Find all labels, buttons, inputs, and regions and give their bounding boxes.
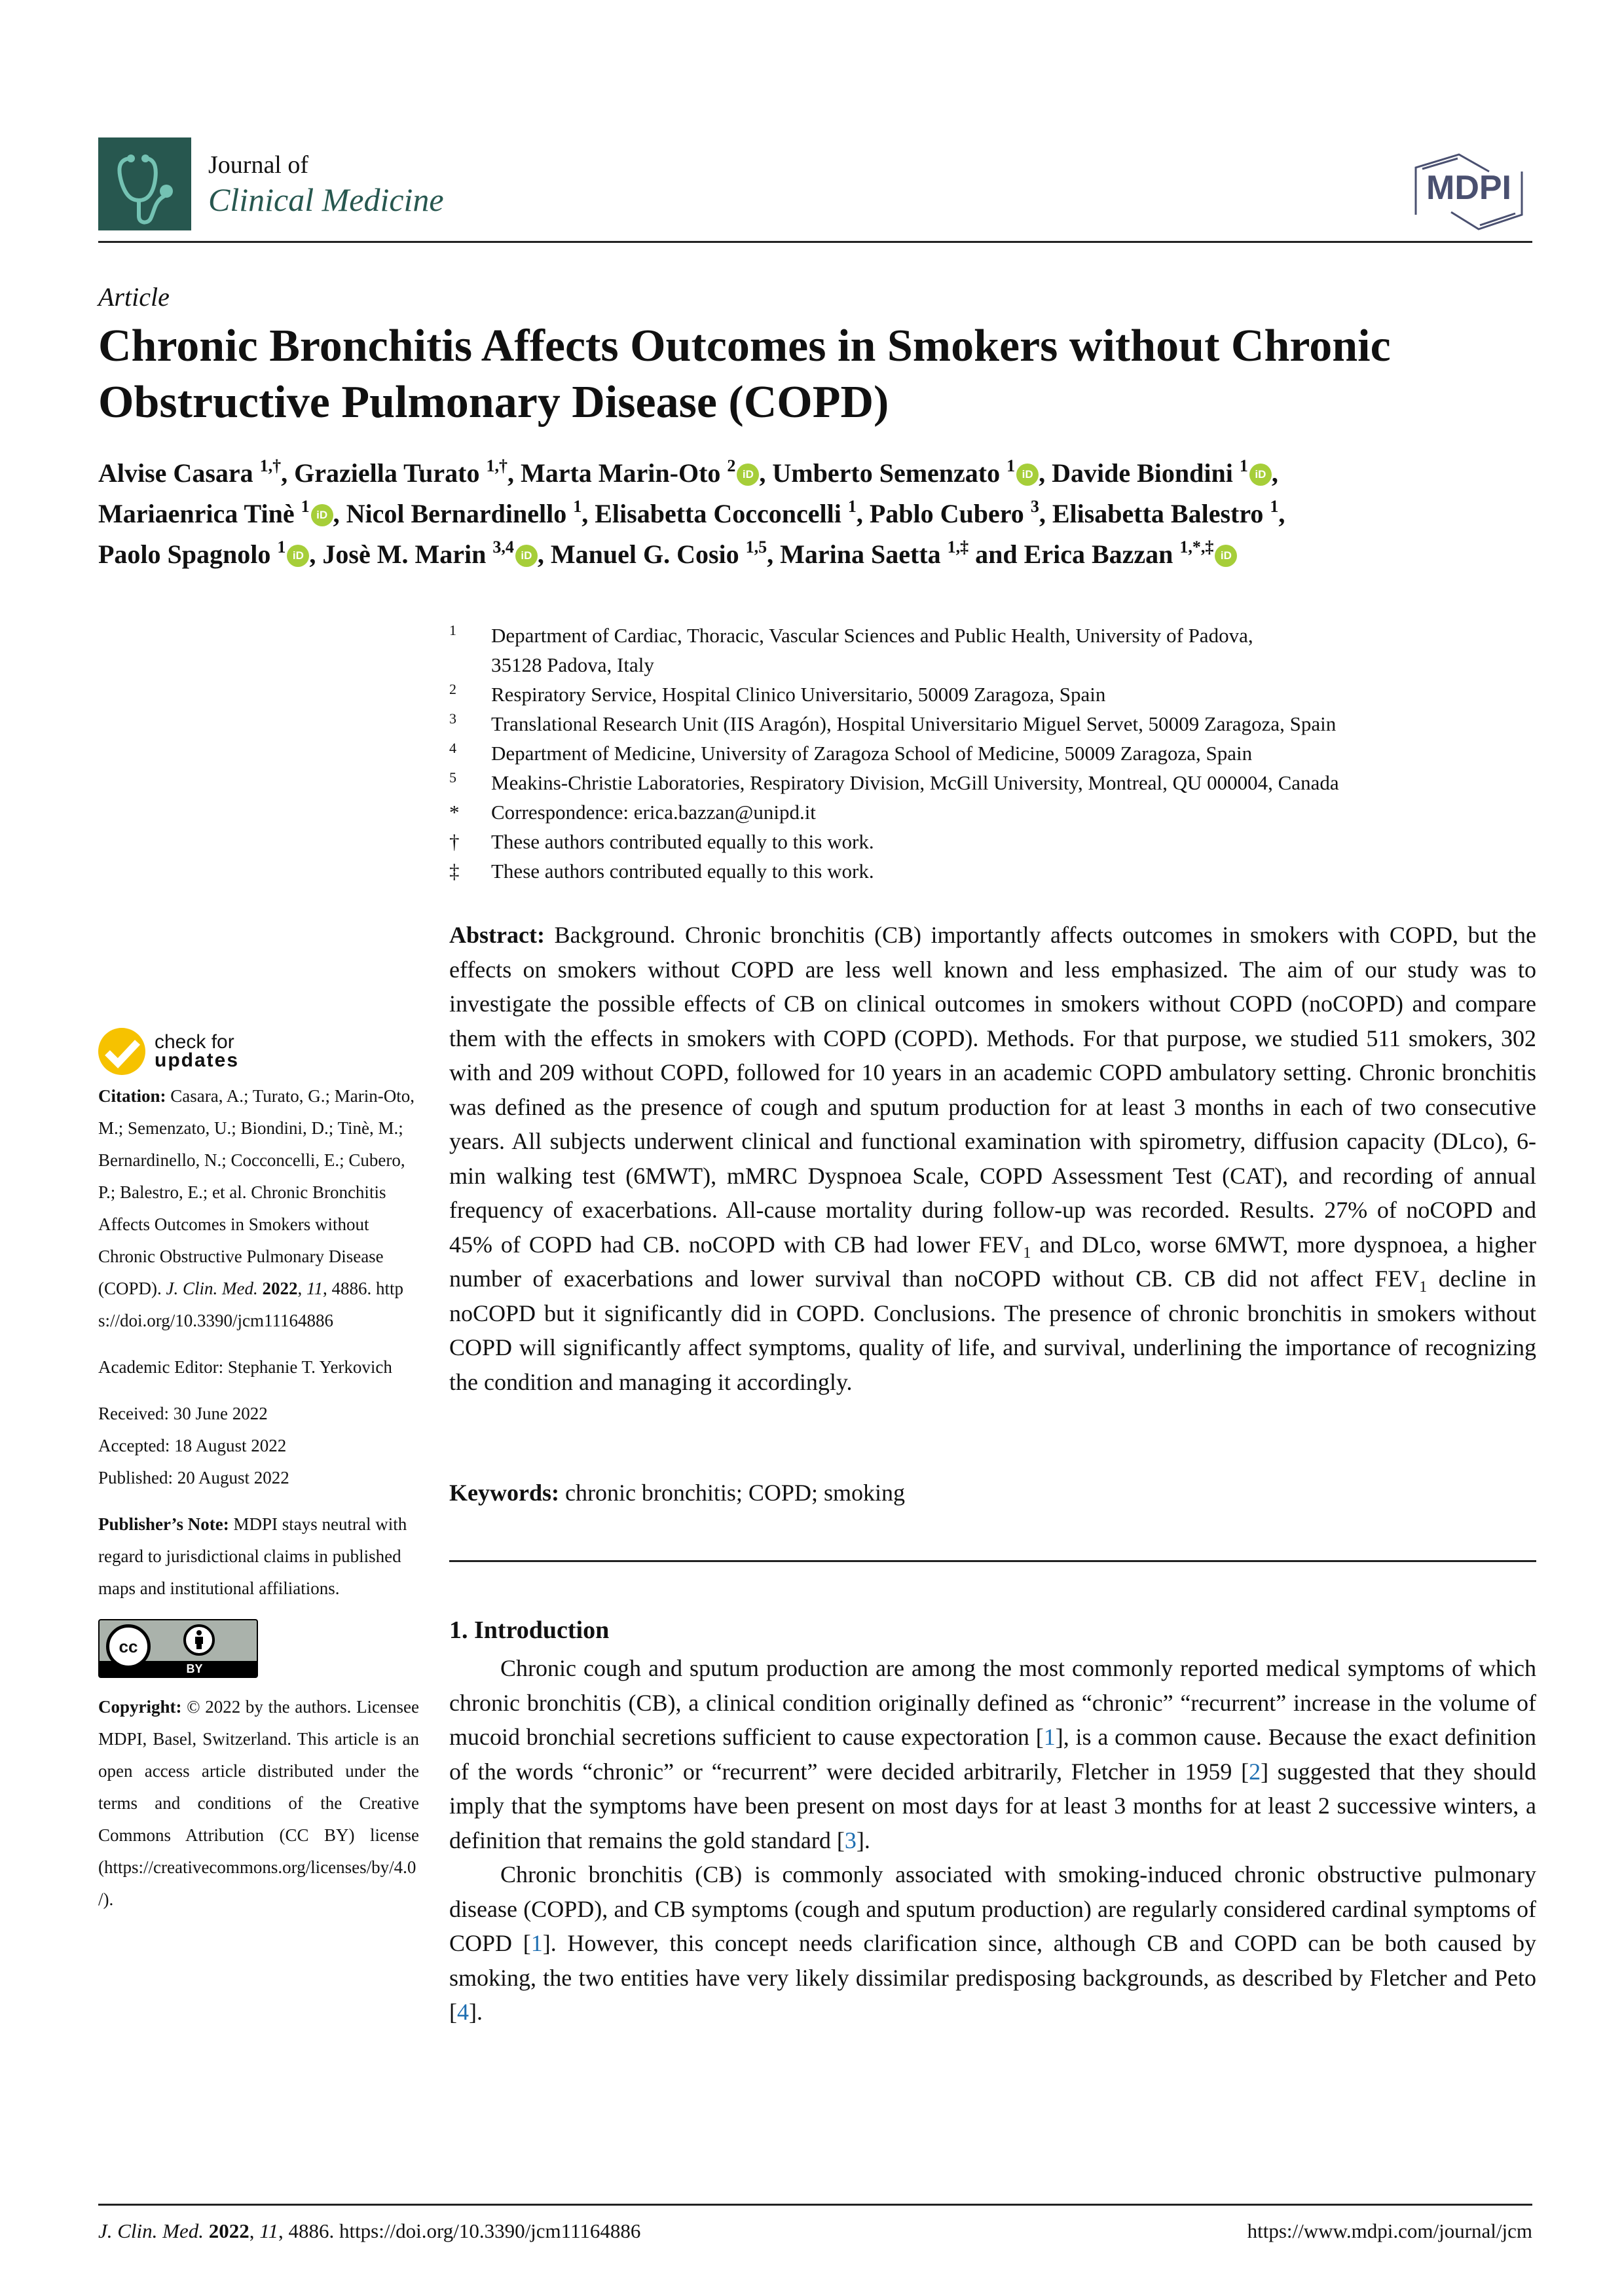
orcid-icon[interactable]: iD	[1249, 464, 1272, 486]
dates	[98, 1398, 419, 1494]
equal-contribution-note: ‡ These authors contributed equally to this work.	[449, 860, 874, 883]
footer-citation: J. Clin. Med. 2022, 11, 4886. https://doi.org/10.3390/jcm11164886	[98, 2219, 641, 2242]
abstract-label: Abstract:	[449, 922, 545, 948]
author: Graziella Turato $^{1,\dagger}$	[294, 456, 507, 488]
footer-journal-url[interactable]: https://www.mdpi.com/journal/jcm	[1247, 2219, 1532, 2242]
copyright: Copyright: © 2022 by the authors. Licensee MDPI, Basel, Switzerland. This article is an open access article distributed under the terms and conditions of the Creative Commons Attribution (CC BY) license (https://creativecommons.org/licenses/by/4.0/).	[98, 1697, 420, 1909]
journal-logo	[98, 137, 191, 230]
section-heading-introduction: 1. Introduction	[449, 1616, 610, 1644]
header-divider	[98, 241, 1532, 243]
citation: Citation: Casara, A.; Turato, G.; Marin-Oto, M.; Semenzato, U.; Biondini, D.; Tinè, M.; Bernardinello, N.; Cocconcelli, E.; Cubero, P.; Balestro, E.; et al. Chronic Bronchitis Affects Outcomes in Smokers without Chronic Obstructive Pulmonary Disease (COPD). J. Clin. Med. 2022, 11, 4886. https://doi.org/10.3390/jcm11164886	[98, 1086, 415, 1330]
svg-text:MDPI: MDPI	[1426, 169, 1511, 207]
author: Erica Bazzan $^{1,*,\ddagger}$ iD	[1024, 539, 1238, 569]
mdpi-hexagon-icon	[1407, 149, 1531, 234]
article-type: Article	[98, 282, 170, 312]
reference-link[interactable]: 1	[530, 1930, 543, 1956]
author-list: Alvise Casara $^{1,\dagger}$, Graziella Turato $^{1,\dagger}$, Marta Marin-Oto $^2$ iD , Umberto Semenzato $^1$ iD , Davide Biondini $^1$ iD , Mariaenrica Tinè $^1$ iD , Nicol Bernardinello $^1$, Elisabetta Cocconcelli $^1$, Pablo Cubero $^3$, Elisabetta Balestro $^1$, Paolo Spagnolo $^1$ iD , Josè M. Marin $^{3,4}$ iD , Manuel G. Cosio $^{1,5}$, Marina Saetta $^{1,\ddagger}$ and Erica Bazzan $^{1,*,\ddagger}$ iD	[98, 456, 1285, 569]
reference-link[interactable]: 1	[1043, 1724, 1056, 1750]
author: Marina Saetta $^{1,\ddagger}$	[780, 538, 969, 569]
citation-doi-link[interactable]: https://doi.org/10.3390/jcm11164886	[98, 1279, 404, 1330]
abstract: Abstract: Background. Chronic bronchitis (CB) importantly affects outcomes in smokers with COPD, but the effects on smokers without COPD are less well known and less emphasized. The aim of our study was to investigate the possible effects of CB on clinical outcomes in smokers without COPD (noCOPD) and compare them with the effects in smokers with COPD (COPD). Methods. For that purpose, we studied 511 smokers, 302 with and 209 without COPD, followed for 10 years in an academic COPD ambulatory setting. Chronic bronchitis was defined as the presence of cough and sputum production for at least 3 months in each of two consecutive years. All subjects underwent clinical and functional examination with spirometry, diffusion capacity (DLco), 6-min walking test (6MWT), mMRC Dyspnoea Scale, COPD Assessment Test (CAT), and recording of annual frequency of exacerbations. All-cause mortality during follow-up was recorded. Results. 27% of noCOPD and 45% of COPD had CB. noCOPD with CB had lower $FEV_1$ and DLco, worse 6MWT, more dyspnoea, a higher number of exacerbations and lower survival than noCOPD without CB. CB did not affect $FEV_1$ decline in noCOPD but it significantly did in COPD. Conclusions. The presence of chronic bronchitis in smokers without COPD will significantly affect symptoms, quality of life, and survival, underlining the importance of recognizing the condition and managing it accordingly.	[449, 922, 1536, 1395]
correspondence[interactable]: * Correspondence: erica.bazzan@unipd.it	[449, 801, 816, 824]
journal-title: Clinical Medicine	[208, 181, 444, 218]
footer-doi-link[interactable]: , 4886. https://doi.org/10.3390/jcm11164886	[278, 2219, 641, 2242]
orcid-icon[interactable]: iD	[515, 545, 538, 567]
orcid-icon[interactable]: iD	[1016, 464, 1039, 486]
affiliation-item: 1 Department of Cardiac, Thoracic, Vascular Sciences and Public Health, University of Padova, 35128 Padova, Italy	[449, 622, 1253, 676]
author: Manuel G. Cosio $^{1,5}$	[550, 538, 767, 569]
equal-contribution-note: † These authors contributed equally to this work.	[449, 830, 874, 853]
publishers-note: Publisher’s Note: MDPI stays neutral with regard to jurisdictional claims in published maps and institutional affiliations.	[98, 1514, 407, 1598]
reference-link[interactable]: 4	[457, 1999, 469, 2025]
author: Elisabetta Balestro $^1$	[1052, 497, 1279, 528]
accepted-date: Accepted: 18 August 2022	[98, 1436, 287, 1455]
published-date: Published: 20 August 2022	[98, 1468, 289, 1487]
received-date: Received: 30 June 2022	[98, 1404, 268, 1423]
author: Mariaenrica Tinè $^1$ iD	[98, 499, 333, 528]
academic-editor: Academic Editor: Stephanie T. Yerkovich	[98, 1357, 392, 1377]
stethoscope-icon	[98, 137, 191, 230]
orcid-icon[interactable]: iD	[737, 464, 759, 486]
author: Paolo Spagnolo $^1$ iD	[98, 539, 309, 569]
section-divider	[449, 1560, 1536, 1562]
sidebar	[98, 1028, 419, 1930]
paragraph: Chronic cough and sputum production are among the most commonly reported medical symptoms of which chronic bronchitis (CB), a clinical condition originally defined as “chronic” “recurrent” increase in the volume of mucoid bronchial secretions sufficient to cause expectoration [1], is a common cause. Because the exact definition of the words “chronic” or “recurrent” were decided arbitrarily, Fletcher in 1959 [2] suggested that they should imply that the symptoms have been present on most days for at least 3 months for at least 2 successive winters, a definition that remains the gold standard [3].	[449, 1655, 1536, 1853]
footer-divider	[98, 2204, 1532, 2206]
attribution-icon	[183, 1624, 215, 1656]
reference-link[interactable]: 2	[1249, 1758, 1261, 1785]
author: Nicol Bernardinello $^1$	[346, 497, 582, 528]
check-for-updates-button[interactable]: check for updates	[98, 1028, 419, 1075]
keywords: Keywords: chronic bronchitis; COPD; smoking	[449, 1480, 905, 1506]
affiliation-item: 2 Respiratory Service, Hospital Clinico Universitario, 50009 Zaragoza, Spain	[449, 681, 1106, 706]
orcid-icon[interactable]: iD	[311, 504, 333, 526]
mdpi-logo[interactable]	[1407, 149, 1531, 234]
author-separator: and	[975, 539, 1018, 569]
checkmark-icon	[98, 1028, 145, 1075]
author: Davide Biondini $^1$ iD	[1052, 458, 1272, 488]
paragraph: Chronic bronchitis (CB) is commonly associated with smoking-induced chronic obstructive pulmonary disease (COPD), and CB symptoms (cough and sputum production) are regularly considered cardinal symptoms of COPD [1]. However, this concept needs clarification since, although CB and COPD can be both caused by smoking, the two entities have very likely dissimilar predisposing backgrounds, as described by Fletcher and Peto [4].	[449, 1861, 1536, 2025]
author: Umberto Semenzato $^1$ iD	[772, 458, 1039, 488]
affiliation-item: 5 Meakins-Christie Laboratories, Respiratory Division, McGill University, Montreal, QU 000004, Canada	[449, 769, 1339, 794]
affiliations	[449, 621, 1536, 886]
cc-by-license-badge[interactable]: cc BY	[98, 1619, 258, 1678]
author: Alvise Casara $^{1,\dagger}$	[98, 456, 282, 488]
author: Marta Marin-Oto $^2$ iD	[521, 458, 759, 488]
journal-title-prefix: Journal of	[208, 151, 309, 179]
introduction-body	[449, 1651, 1536, 2030]
reference-link[interactable]: 3	[844, 1827, 857, 1853]
author: Elisabetta Cocconcelli $^1$	[595, 497, 857, 528]
affiliation-item: 3 Translational Research Unit (IIS Aragón), Hospital Universitario Miguel Servet, 50009 Zaragoza, Spain	[449, 710, 1337, 735]
article-title: Chronic Bronchitis Affects Outcomes in Smokers without Chronic Obstructive Pulmonary Disease (COPD)	[98, 321, 1391, 428]
orcid-icon[interactable]: iD	[1215, 545, 1237, 567]
affiliation-item: 4 Department of Medicine, University of Zaragoza School of Medicine, 50009 Zaragoza, Spain	[449, 740, 1253, 765]
orcid-icon[interactable]: iD	[287, 545, 309, 567]
cc-icon: cc	[106, 1624, 151, 1669]
author: Pablo Cubero $^3$	[869, 497, 1039, 528]
author: Josè M. Marin $^{3,4}$ iD	[322, 539, 537, 569]
